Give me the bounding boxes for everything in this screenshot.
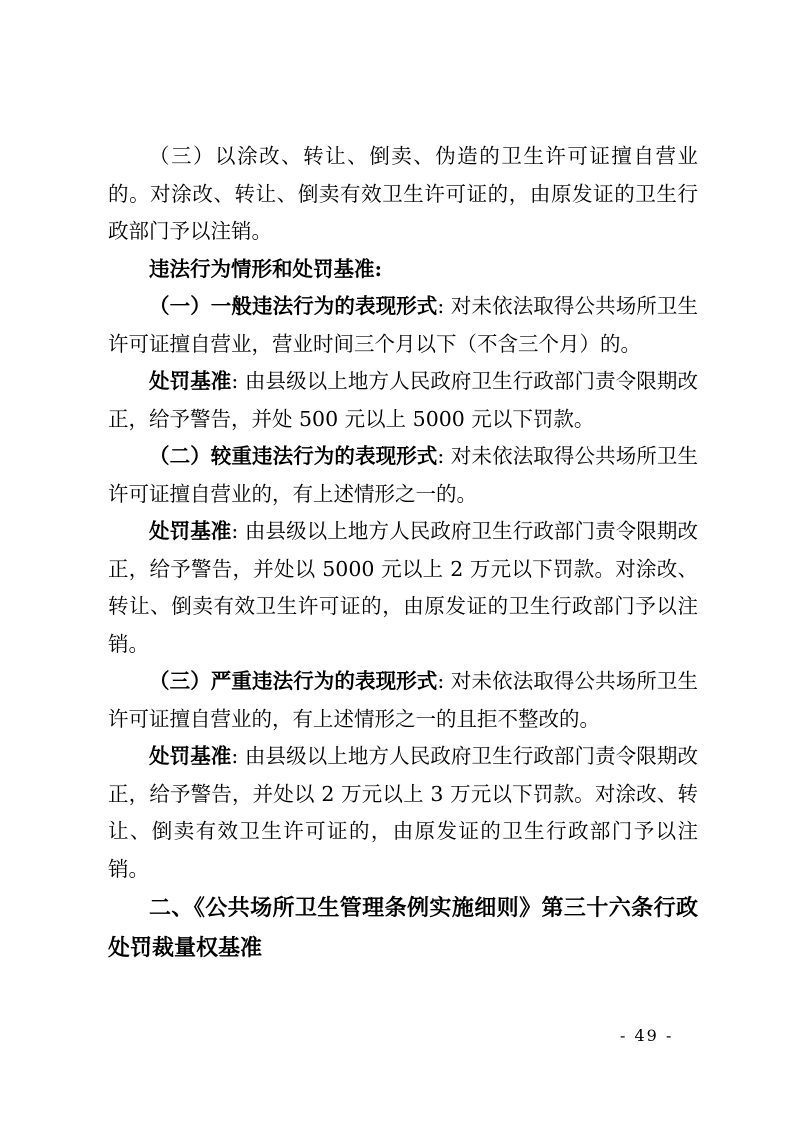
serious-violation-text: : 对未依法取得公共场所卫生许可证擅自营业的，有上述情形之一的。 (108, 444, 698, 506)
general-violation-text: : 对未依法取得公共场所卫生许可证擅自营业，营业时间三个月以下（不含三个月）的。 (108, 294, 698, 356)
severe-penalty-paragraph (108, 738, 698, 888)
general-penalty-text: : 由县级以上地方人民政府卫生行政部门责令限期改正，给予警告，并处 500 元以上 5000 元以下罚款。 (108, 369, 699, 431)
violation-criteria-heading: 违法行为情形和处罚基准: (149, 256, 383, 281)
general-violation-label: （一）一般违法行为的表现形式 (149, 294, 438, 318)
general-penalty-label: 处罚基准 (149, 369, 232, 393)
serious-penalty-text: : 由县级以上地方人民政府卫生行政部门责令限期改正，给予警告，并处以 5000 元以上 2 万元以下罚款。对涂改、转让、倒卖有效卫生许可证的，由原发证的卫生行政部门予以注销。 (108, 519, 699, 656)
severe-penalty-label: 处罚基准 (149, 744, 232, 768)
severe-violation-text: : 对未依法取得公共场所卫生许可证擅自营业的，有上述情形之一的且拒不整改的。 (108, 669, 698, 731)
section-two-heading: 二、《公共场所卫生管理条例实施细则》第三十六条行政处罚裁量权基准 (108, 895, 698, 961)
page-number: - 49 - (620, 1026, 674, 1045)
severe-violation-label: （三）严重违法行为的表现形式 (149, 669, 438, 693)
general-violation-paragraph (108, 288, 698, 363)
severe-violation-paragraph (108, 663, 698, 738)
serious-violation-label: （二）较重违法行为的表现形式 (149, 444, 438, 468)
serious-penalty-paragraph (108, 513, 698, 663)
general-penalty-paragraph (108, 363, 698, 438)
serious-penalty-label: 处罚基准 (149, 519, 232, 543)
severe-penalty-text: : 由县级以上地方人民政府卫生行政部门责令限期改正，给予警告，并处以 2 万元以上 3 万元以下罚款。对涂改、转让、倒卖有效卫生许可证的，由原发证的卫生行政部门予以注销。 (108, 744, 699, 881)
serious-violation-paragraph (108, 438, 698, 513)
paragraph-item-three: （三）以涂改、转让、倒卖、伪造的卫生许可证擅自营业的。对涂改、转让、倒卖有效卫生许可证的，由原发证的卫生行政部门予以注销。 (108, 144, 698, 243)
document-body (108, 138, 698, 968)
